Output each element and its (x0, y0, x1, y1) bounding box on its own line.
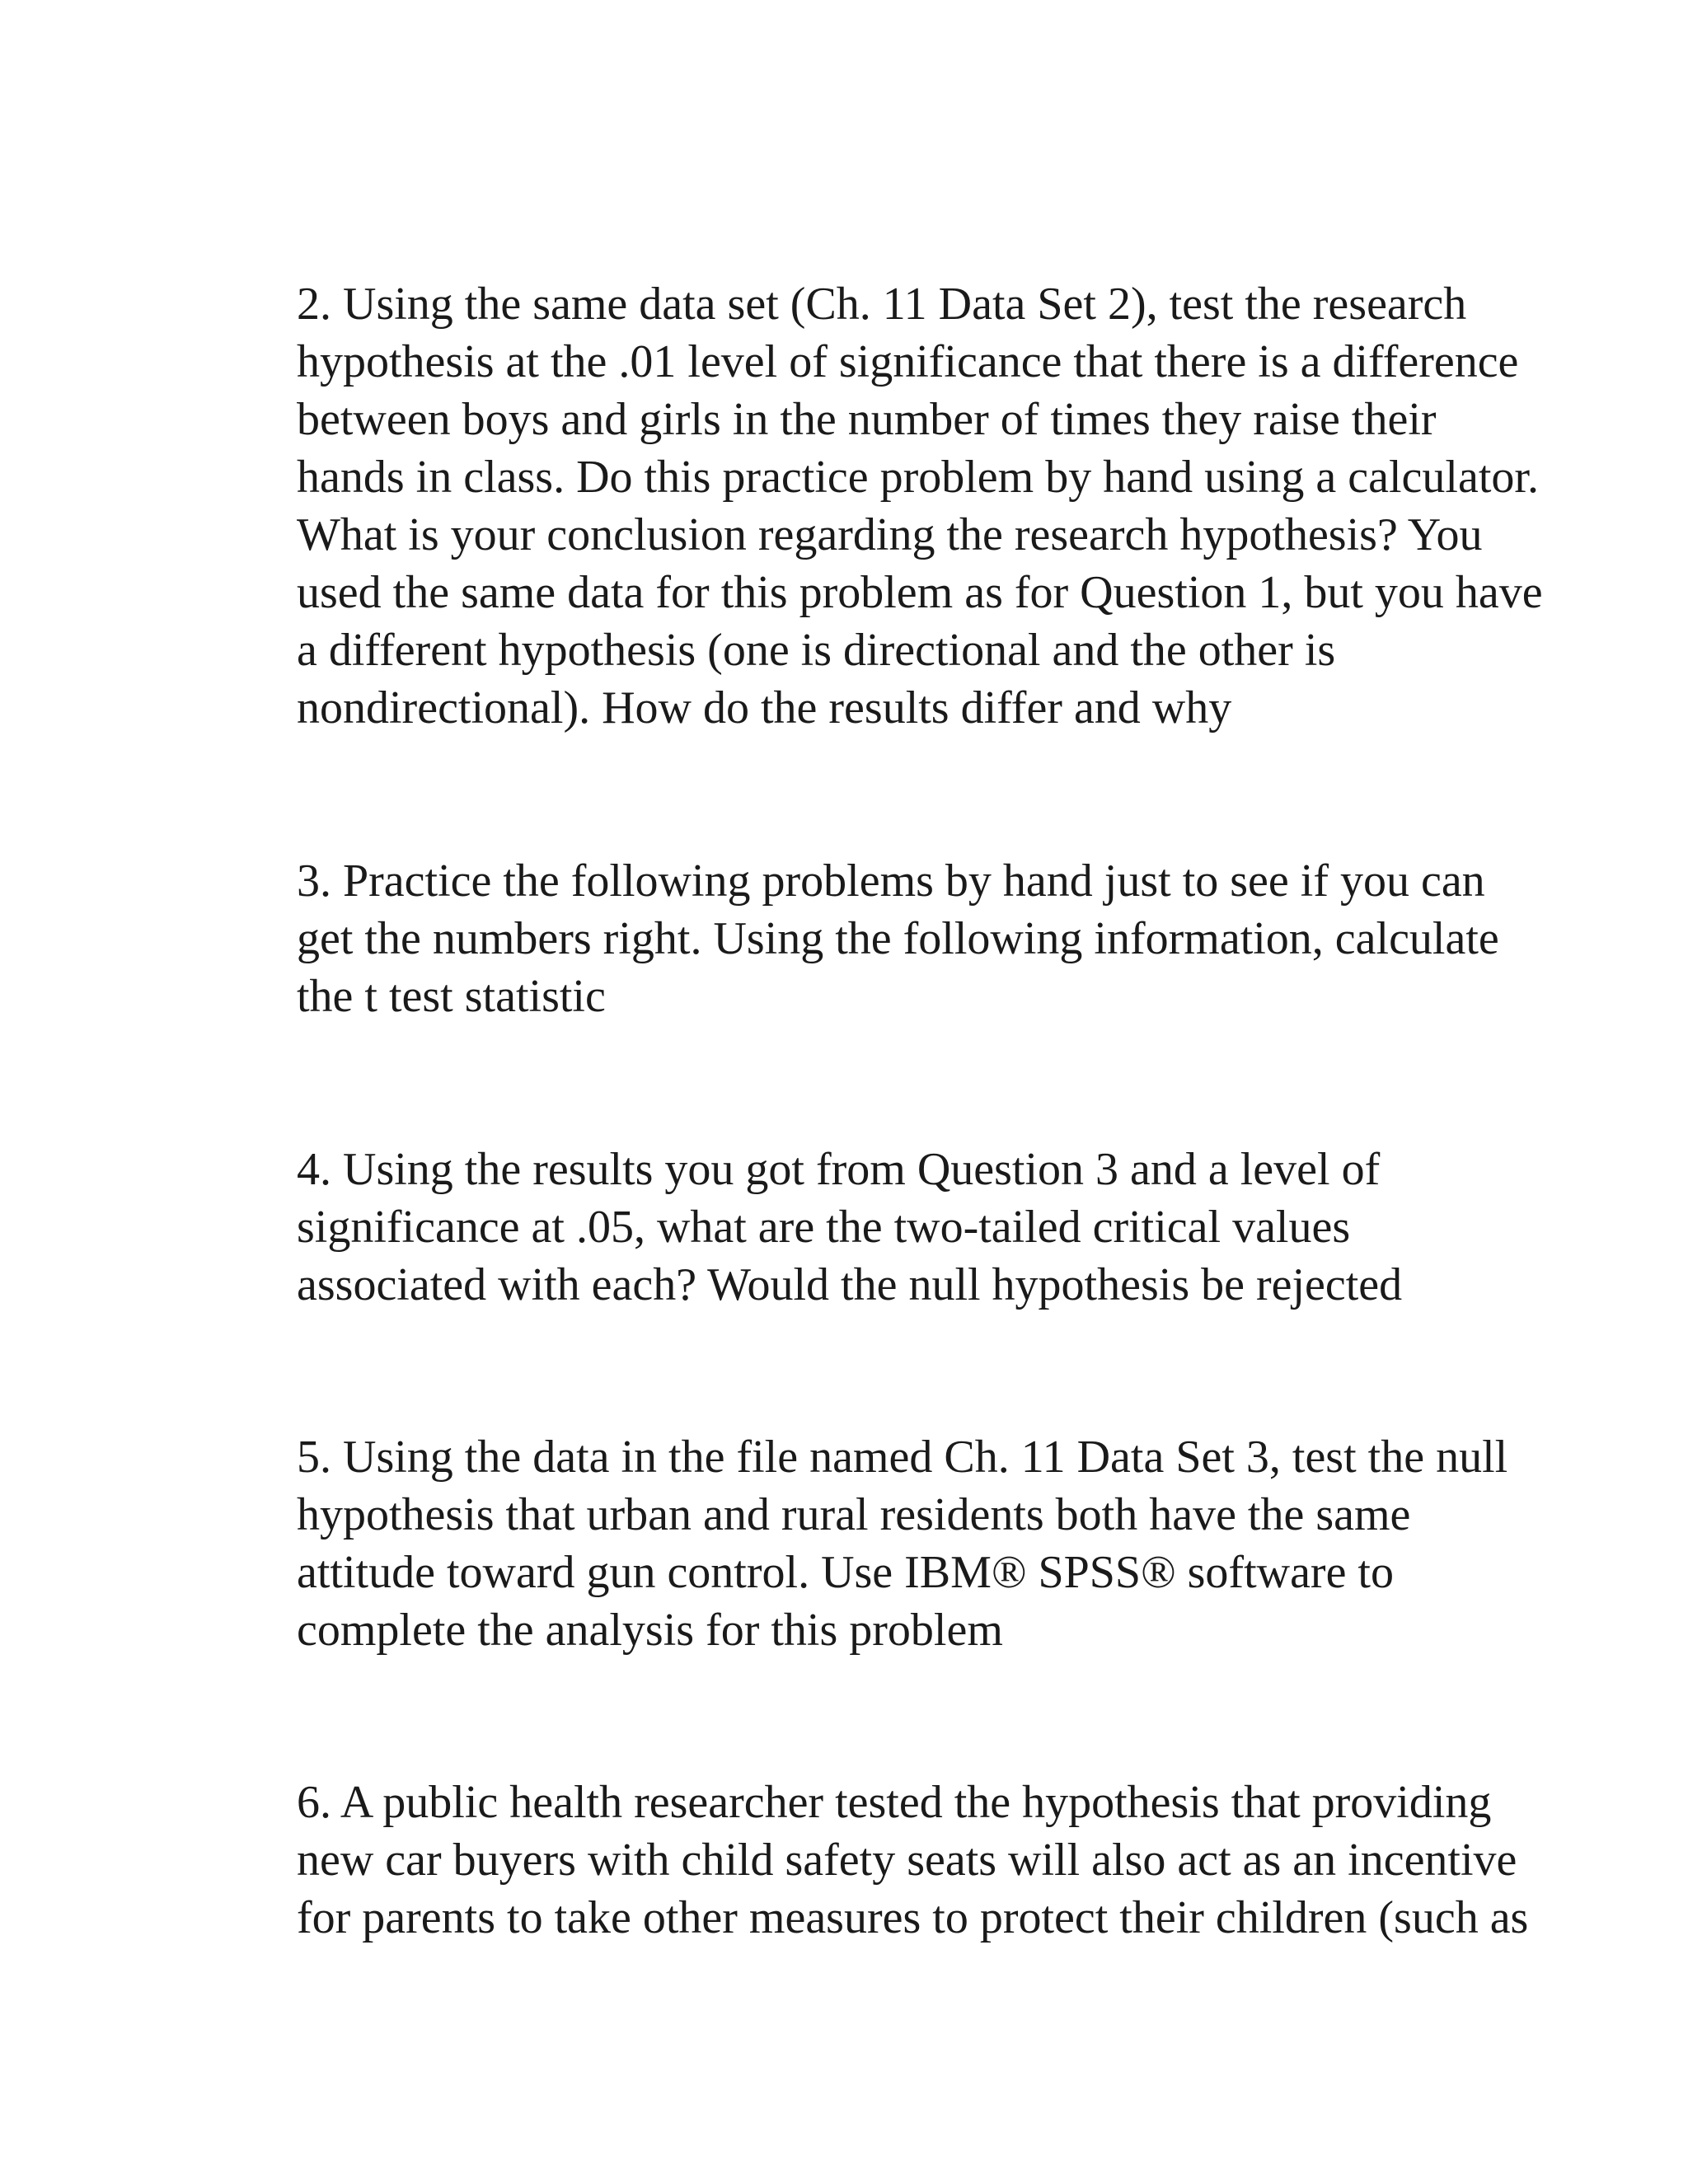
question-line: attitude toward gun control. Use IBM® SPSS® software to (297, 1547, 1394, 1598)
question-4 (297, 1141, 1533, 1314)
question-line: for parents to take other measures to protect their children (such as (297, 1892, 1529, 1943)
question-line: significance at .05, what are the two-tailed critical values (297, 1202, 1351, 1253)
question-line: used the same data for this problem as for Question 1, but you have (297, 567, 1543, 618)
question-line: between boys and girls in the number of times they raise their (297, 394, 1437, 445)
question-5 (297, 1428, 1533, 1659)
question-line: 5. Using the data in the file named Ch. 11 Data Set 3, test the null (297, 1432, 1508, 1483)
question-line: hypothesis at the .01 level of significance that there is a difference (297, 336, 1519, 387)
question-line: 4. Using the results you got from Question 3 and a level of (297, 1144, 1381, 1195)
question-line: get the numbers right. Using the following information, calculate (297, 913, 1499, 964)
question-line: a different hypothesis (one is directional and the other is (297, 625, 1336, 676)
question-line: hands in class. Do this practice problem by hand using a calculator. (297, 452, 1539, 503)
question-3 (297, 852, 1533, 1025)
question-line: new car buyers with child safety seats will also act as an incentive (297, 1835, 1517, 1886)
question-line: 2. Using the same data set (Ch. 11 Data Set 2), test the research (297, 279, 1467, 330)
question-line: associated with each? Would the null hypothesis be rejected (297, 1259, 1403, 1310)
question-line: complete the analysis for this problem (297, 1605, 1003, 1656)
question-line: What is your conclusion regarding the research hypothesis? You (297, 509, 1483, 560)
question-2 (297, 275, 1543, 737)
question-line: 6. A public health researcher tested the hypothesis that providing (297, 1777, 1492, 1828)
question-line: the t test statistic (297, 971, 606, 1022)
question-line: hypothesis that urban and rural residents both have the same (297, 1489, 1411, 1540)
question-line: 3. Practice the following problems by hand just to see if you can (297, 855, 1485, 907)
question-6 (297, 1774, 1533, 1947)
question-line: nondirectional). How do the results differ and why (297, 682, 1232, 733)
